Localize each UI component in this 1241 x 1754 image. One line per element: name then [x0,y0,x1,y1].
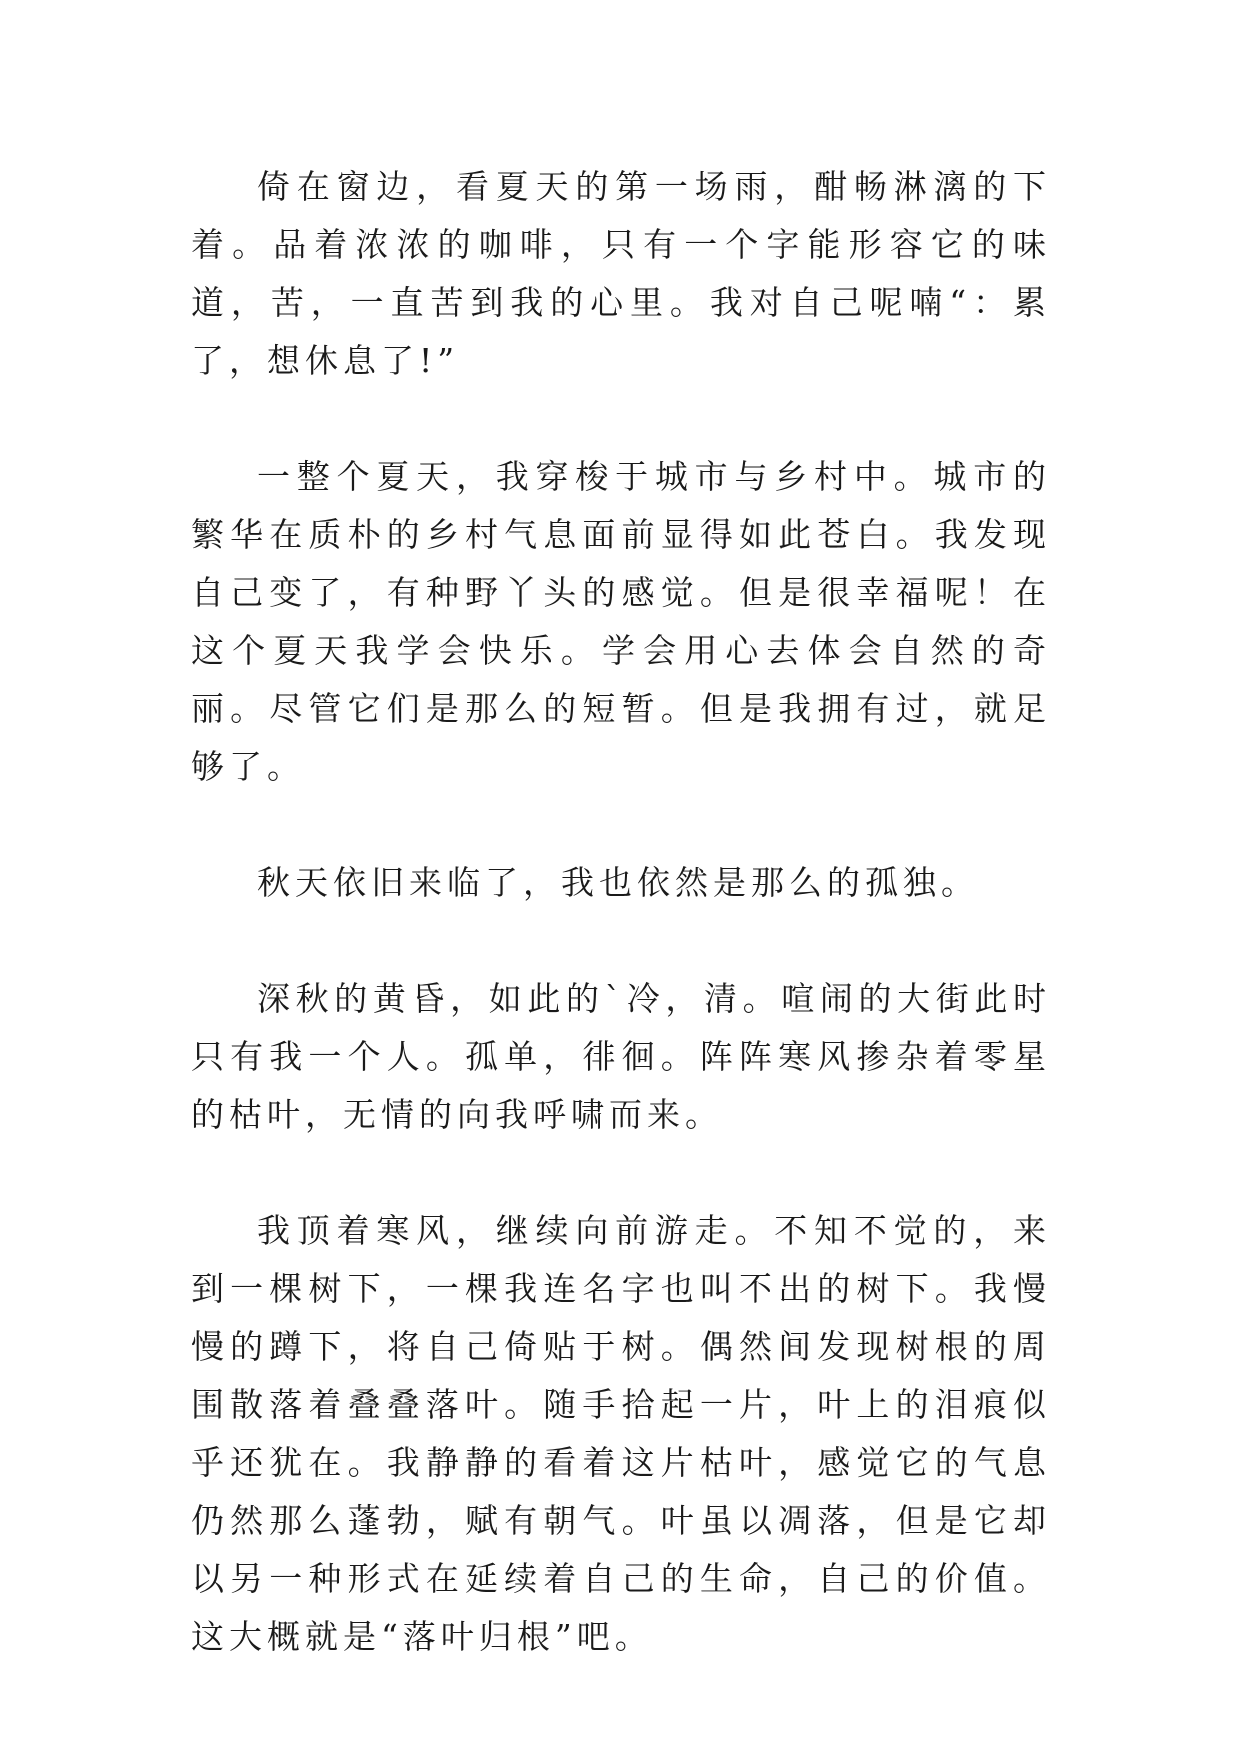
paragraph: 一整个夏天，我穿梭于城市与乡村中。城市的繁华在质朴的乡村气息面前显得如此苍白。我发现自己变了，有种野丫头的感觉。但是很幸福呢！在这个夏天我学会快乐。学会用心去体会自然的奇丽。尽管它们是那么的短暂。但是我拥有过，就足够了。 [191,457,1051,786]
paragraph: 秋天依旧来临了，我也依然是那么的孤独。 [257,863,979,902]
paragraph: 倚在窗边，看夏天的第一场雨，酣畅淋漓的下着。品着浓浓的咖啡，只有一个字能形容它的味道，苦，一直苦到我的心里。我对自己呢喃“：累了，想休息了!” [191,167,1051,380]
paragraph: 深秋的黄昏，如此的`冷，清。喧闹的大街此时只有我一个人。孤单，徘徊。阵阵寒风掺杂着零星的枯叶，无情的向我呼啸而来。 [191,979,1051,1134]
paragraph: 我顶着寒风，继续向前游走。不知不觉的，来到一棵树下，一棵我连名字也叫不出的树下。我慢慢的蹲下，将自己倚贴于树。偶然间发现树根的周围散落着叠叠落叶。随手拾起一片，叶上的泪痕似乎还犹在。我静静的看着这片枯叶，感觉它的气息仍然那么蓬勃，赋有朝气。叶虽以凋落，但是它却以另一种形式在延续着自己的生命，自己的价值。这大概就是“落叶归根”吧。 [191,1211,1051,1656]
document-body [191,158,1051,1666]
